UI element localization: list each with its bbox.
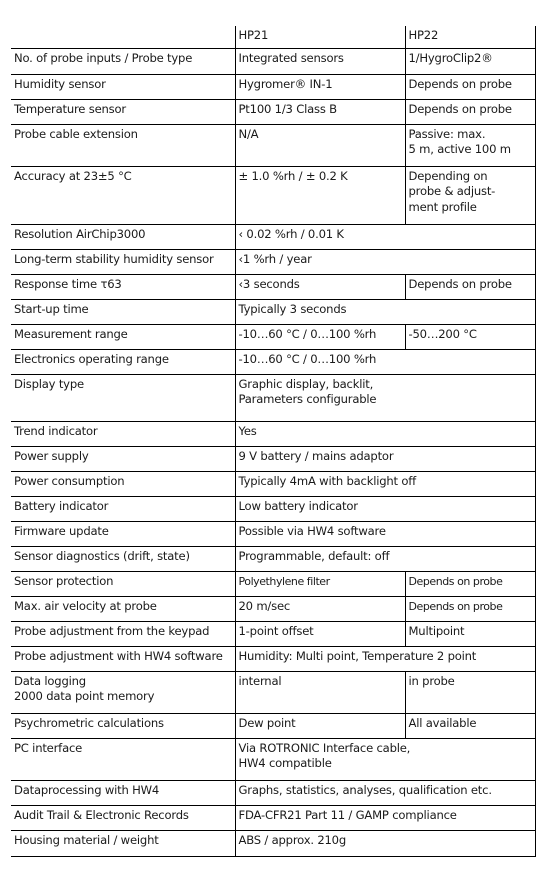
table-row (11, 471, 535, 496)
row-label: Humidity sensor (11, 74, 235, 99)
value-cell-hp22: Passive: max. 5 m, active 100 m (405, 124, 535, 166)
table-row (11, 780, 535, 805)
value-cell-both: Possible via HW4 software (235, 521, 535, 546)
value-cell-both: Typically 4mA with backlight off (235, 471, 535, 496)
value-cell-hp21: ± 1.0 %rh / ± 0.2 K (235, 166, 405, 224)
table-row (11, 349, 535, 374)
row-label: Electronics operating range (11, 349, 235, 374)
row-label: Max. air velocity at probe (11, 596, 235, 621)
row-label: Trend indicator (11, 421, 235, 446)
table-row (11, 421, 535, 446)
value-cell-both: Typically 3 seconds (235, 299, 535, 324)
header-hp21: HP21 (235, 26, 405, 48)
row-label: Response time τ63 (11, 274, 235, 299)
row-label: Psychrometric calculations (11, 713, 235, 738)
value-cell-hp22: Depending on probe & adjust- ment profile (405, 166, 535, 224)
header-hp22: HP22 (405, 26, 535, 48)
value-cell-both: 9 V battery / mains adaptor (235, 446, 535, 471)
row-label: Audit Trail & Electronic Records (11, 805, 235, 830)
value-cell-both: Graphs, statistics, analyses, qualification etc. (235, 780, 535, 805)
value-cell-both: Humidity: Multi point, Temperature 2 point (235, 646, 535, 671)
value-cell-hp21: Dew point (235, 713, 405, 738)
value-cell-hp22: Multipoint (405, 621, 535, 646)
table-row (11, 521, 535, 546)
table-row (11, 74, 535, 99)
row-label: Probe adjustment with HW4 software (11, 646, 235, 671)
table-row (11, 546, 535, 571)
row-label: Data logging 2000 data point memory (11, 671, 235, 713)
table-row (11, 738, 535, 780)
value-cell-hp22: Depends on probe (405, 74, 535, 99)
table-row (11, 249, 535, 274)
value-cell-hp22: Depends on probe (405, 596, 535, 621)
value-cell-both: ‹1 %rh / year (235, 249, 535, 274)
value-cell-hp21: Hygromer® IN-1 (235, 74, 405, 99)
value-cell-hp21: ‹3 seconds (235, 274, 405, 299)
table-row (11, 446, 535, 471)
table-row (11, 299, 535, 324)
value-cell-hp21: Integrated sensors (235, 48, 405, 74)
table-row (11, 571, 535, 596)
table-row (11, 166, 535, 224)
row-label: Resolution AirChip3000 (11, 224, 235, 249)
row-label: Power consumption (11, 471, 235, 496)
table-row (11, 713, 535, 738)
table-row (11, 646, 535, 671)
value-cell-hp22: Depends on probe (405, 571, 535, 596)
header-blank-cell (11, 26, 235, 48)
value-cell-hp22: -50…200 °C (405, 324, 535, 349)
row-label: Measurement range (11, 324, 235, 349)
table-row (11, 99, 535, 124)
row-label: Display type (11, 374, 235, 421)
row-label: Probe adjustment from the keypad (11, 621, 235, 646)
table-row (11, 124, 535, 166)
value-cell-hp21: internal (235, 671, 405, 713)
row-label: Battery indicator (11, 496, 235, 521)
table-row (11, 48, 535, 74)
row-label: Accuracy at 23±5 °C (11, 166, 235, 224)
row-label: Power supply (11, 446, 235, 471)
value-cell-hp21: Polyethylene filter (235, 571, 405, 596)
table-row (11, 324, 535, 349)
table-row (11, 621, 535, 646)
spec-table (11, 26, 536, 857)
row-label: Temperature sensor (11, 99, 235, 124)
table-row (11, 224, 535, 249)
table-row (11, 496, 535, 521)
row-label: PC interface (11, 738, 235, 780)
value-cell-both: Low battery indicator (235, 496, 535, 521)
table-row (11, 374, 535, 421)
row-label: Sensor protection (11, 571, 235, 596)
table-row (11, 671, 535, 713)
value-cell-both: Via ROTRONIC Interface cable, HW4 compatible (235, 738, 535, 780)
row-label: No. of probe inputs / Probe type (11, 48, 235, 74)
value-cell-hp22: Depends on probe (405, 274, 535, 299)
spec-body (11, 48, 535, 856)
table-row (11, 805, 535, 830)
value-cell-hp22: All available (405, 713, 535, 738)
row-label: Dataprocessing with HW4 (11, 780, 235, 805)
value-cell-hp21: 1-point offset (235, 621, 405, 646)
table-row (11, 596, 535, 621)
header-row (11, 26, 535, 48)
row-label: Firmware update (11, 521, 235, 546)
value-cell-both: ABS / approx. 210g (235, 830, 535, 856)
value-cell-hp22: Depends on probe (405, 99, 535, 124)
row-label: Start-up time (11, 299, 235, 324)
value-cell-both: ‹ 0.02 %rh / 0.01 K (235, 224, 535, 249)
row-label: Probe cable extension (11, 124, 235, 166)
value-cell-hp21: N/A (235, 124, 405, 166)
value-cell-hp21: 20 m/sec (235, 596, 405, 621)
value-cell-both: Graphic display, backlit, Parameters configurable (235, 374, 535, 421)
value-cell-hp21: -10…60 °C / 0…100 %rh (235, 324, 405, 349)
row-label: Sensor diagnostics (drift, state) (11, 546, 235, 571)
value-cell-hp22: 1/HygroClip2® (405, 48, 535, 74)
value-cell-both: FDA-CFR21 Part 11 / GAMP compliance (235, 805, 535, 830)
row-label: Housing material / weight (11, 830, 235, 856)
value-cell-both: -10…60 °C / 0…100 %rh (235, 349, 535, 374)
value-cell-both: Yes (235, 421, 535, 446)
value-cell-hp22: in probe (405, 671, 535, 713)
table-row (11, 830, 535, 856)
value-cell-hp21: Pt100 1/3 Class B (235, 99, 405, 124)
table-row (11, 274, 535, 299)
row-label: Long-term stability humidity sensor (11, 249, 235, 274)
value-cell-both: Programmable, default: off (235, 546, 535, 571)
